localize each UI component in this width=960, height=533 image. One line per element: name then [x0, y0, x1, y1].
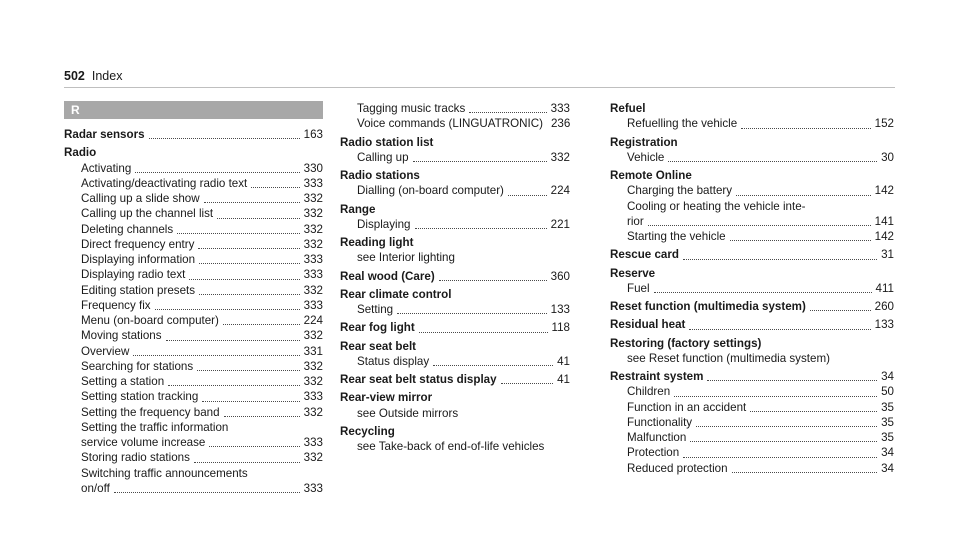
index-subentry-text: Dialling (on-board computer): [357, 184, 504, 198]
index-heading[interactable]: [340, 320, 570, 335]
index-heading: [340, 287, 570, 302]
index-subentry-text: Overview: [81, 344, 130, 358]
index-heading: [610, 101, 894, 116]
index-letter-heading: R: [64, 101, 323, 119]
page-ref[interactable]: 35: [881, 415, 894, 429]
index-heading: [340, 135, 570, 150]
dot-leader: [668, 151, 877, 162]
dot-leader: [690, 431, 877, 442]
index-heading[interactable]: [340, 372, 570, 387]
dot-leader: [177, 223, 299, 234]
index-subentry[interactable]: [64, 252, 323, 267]
index-subentry[interactable]: [610, 400, 894, 415]
dot-leader: [114, 482, 300, 493]
dot-leader: [199, 253, 300, 264]
index-column-1: [64, 101, 323, 499]
index-entry: [340, 202, 570, 233]
index-entry: [610, 247, 894, 262]
index-entry: [610, 101, 894, 132]
index-subentry: [64, 466, 323, 481]
index-heading-text: Rear-view mirror: [340, 391, 433, 405]
dot-leader: [469, 102, 546, 113]
index-subentry-text: Charging the battery: [627, 184, 733, 198]
index-subentry-text: Calling up: [357, 150, 409, 164]
dot-leader: [508, 185, 547, 196]
index-subentry[interactable]: [610, 214, 894, 229]
dot-leader: [155, 299, 300, 310]
index-subentry-text: on/off: [81, 481, 110, 495]
dot-leader: [224, 406, 300, 417]
header-rule: [64, 87, 895, 88]
index-subentry-text: Cooling or heating the vehicle inte-: [627, 199, 806, 213]
index-heading-text: Recycling: [340, 424, 395, 438]
page-ref[interactable]: 34: [881, 446, 894, 460]
page-ref[interactable]: 332: [303, 451, 323, 465]
dot-leader: [648, 215, 871, 226]
index-entry: [340, 372, 570, 387]
index-subentry-text: Calling up the channel list: [81, 207, 214, 221]
page-ref[interactable]: 333: [303, 176, 323, 190]
page-ref[interactable]: 35: [881, 431, 894, 444]
index-entry: [610, 317, 894, 332]
dot-leader: [194, 452, 300, 463]
index-subentry[interactable]: [610, 116, 894, 131]
page-ref[interactable]: 118: [551, 321, 570, 335]
index-heading[interactable]: [64, 127, 323, 142]
index-heading-text: Rear climate control: [340, 287, 452, 301]
index-subentry[interactable]: [610, 445, 894, 460]
index-subentry: [340, 250, 570, 265]
index-entry: [340, 424, 570, 455]
index-subentry[interactable]: [64, 389, 323, 404]
dot-leader: [707, 370, 877, 381]
index-subentry-text: Setting: [357, 303, 394, 316]
index-subentry-text: Vehicle: [627, 150, 665, 164]
page-ref[interactable]: 34: [881, 461, 894, 475]
index-subentry-text: Children: [627, 385, 671, 399]
index-heading-text: Restraint system: [610, 370, 704, 383]
index-subentry: [340, 406, 570, 421]
page-ref[interactable]: 360: [550, 269, 570, 283]
dot-leader: [683, 447, 877, 458]
dot-leader: [415, 218, 547, 229]
index-heading: [64, 145, 323, 160]
page-ref[interactable]: 333: [303, 268, 323, 282]
page-ref[interactable]: 332: [303, 237, 323, 251]
dot-leader: [810, 300, 871, 311]
page-ref[interactable]: 35: [881, 400, 894, 414]
index-column-3: [610, 101, 894, 479]
dot-leader: [654, 282, 872, 293]
page-ref[interactable]: 41: [557, 354, 570, 368]
index-subentry[interactable]: [340, 101, 570, 116]
index-subentry: [64, 420, 323, 435]
index-subentry[interactable]: [340, 302, 570, 317]
page-ref[interactable]: 30: [881, 150, 894, 164]
index-subentry[interactable]: [64, 283, 323, 298]
index-heading-text: Radio stations: [340, 169, 420, 182]
index-heading-text: Radio station list: [340, 135, 434, 149]
index-subentry-text: see Reset function (multimedia system): [627, 351, 830, 365]
page-ref[interactable]: 163: [303, 128, 323, 141]
index-subentry-text: Moving stations: [81, 329, 162, 343]
index-entry: [340, 101, 570, 132]
index-subentry[interactable]: [64, 435, 323, 450]
dot-leader: [696, 416, 877, 427]
index-heading[interactable]: [340, 269, 570, 284]
dot-leader: [209, 436, 299, 447]
dot-leader: [202, 391, 299, 402]
index-heading-text: Reading light: [340, 236, 414, 249]
index-entry: [340, 339, 570, 370]
index-subentry-text: Protection: [627, 446, 680, 460]
page-ref[interactable]: 141: [874, 214, 894, 228]
dot-leader: [683, 249, 877, 260]
index-heading-text: Reserve: [610, 266, 656, 280]
index-heading[interactable]: [610, 299, 894, 314]
index-subentry-text: Calling up a slide show: [81, 192, 200, 205]
index-subentry[interactable]: [64, 222, 323, 237]
index-subentry-text: Setting a station: [81, 375, 165, 388]
index-heading: [610, 266, 894, 281]
index-subentry-text: Deleting channels: [81, 222, 174, 236]
dot-leader: [689, 319, 870, 330]
index-heading: [340, 339, 570, 354]
index-entry: [340, 320, 570, 335]
index-heading-text: Rescue card: [610, 248, 679, 262]
index-entry: [610, 369, 894, 476]
index-subentry[interactable]: [64, 405, 323, 420]
index-subentry[interactable]: [610, 150, 894, 165]
index-subentry[interactable]: [64, 328, 323, 343]
dot-leader: [199, 284, 300, 295]
index-entry: [340, 390, 570, 421]
index-subentry-text: Frequency fix: [81, 298, 151, 312]
index-subentry-text: see Take-back of end-of-life vehicles: [357, 440, 545, 453]
dot-leader: [674, 386, 877, 397]
page-ref[interactable]: 332: [303, 207, 323, 221]
index-heading-text: Reset function (multimedia system): [610, 300, 806, 313]
page-ref[interactable]: 133: [874, 318, 894, 332]
index-heading-text: Restoring (factory settings): [610, 336, 762, 350]
dot-leader: [741, 118, 870, 129]
index-heading-text: Radio: [64, 146, 97, 160]
index-subentry-text: Refuelling the vehicle: [627, 117, 738, 131]
page-ref[interactable]: 332: [303, 192, 323, 205]
index-subentry[interactable]: [64, 206, 323, 221]
index-subentry-text: Setting the frequency band: [81, 405, 220, 419]
index-column-2: [340, 101, 570, 457]
index-subentry[interactable]: [610, 281, 894, 296]
index-subentry[interactable]: [64, 359, 323, 374]
page-ref[interactable]: 330: [303, 161, 323, 175]
index-heading: [340, 424, 570, 439]
page-section-title: Index: [91, 69, 123, 83]
index-subentry[interactable]: [64, 344, 323, 359]
index-subentry-text: Status display: [357, 354, 430, 368]
page-ref[interactable]: 142: [874, 184, 894, 198]
index-subentry-text: Displaying radio text: [81, 268, 186, 282]
index-heading-text: Range: [340, 202, 376, 216]
index-subentry[interactable]: [610, 430, 894, 445]
page-number: 502: [64, 69, 85, 83]
page-ref[interactable]: 333: [303, 481, 323, 495]
dot-leader: [133, 345, 299, 356]
index-subentry: [340, 439, 570, 454]
index-subentry-text: Reduced protection: [627, 461, 728, 475]
index-subentry-text: Displaying information: [81, 253, 196, 266]
index-subentry-text: Direct frequency entry: [81, 237, 195, 251]
index-heading: [610, 168, 894, 183]
index-subentry-text: Storing radio stations: [81, 451, 190, 465]
index-subentry-text: Malfunction: [627, 431, 687, 444]
page-ref[interactable]: 41: [557, 373, 570, 386]
index-heading[interactable]: [610, 369, 894, 384]
index-subentry[interactable]: [340, 354, 570, 369]
index-subentry-text: see Interior lighting: [357, 251, 455, 265]
index-subentry: [610, 351, 894, 366]
page-ref[interactable]: 333: [303, 298, 323, 312]
page-ref[interactable]: 333: [303, 253, 323, 266]
index-subentry[interactable]: [610, 461, 894, 476]
page-header: [64, 69, 122, 83]
index-entry: [610, 299, 894, 314]
index-subentry[interactable]: [64, 237, 323, 252]
index-subentry-text: Switching traffic announcements: [81, 466, 248, 480]
page-ref[interactable]: 224: [550, 184, 570, 198]
index-subentry[interactable]: [64, 481, 323, 496]
index-subentry-text: Fuel: [627, 281, 650, 295]
index-subentry-text: Setting station tracking: [81, 390, 199, 404]
index-subentry[interactable]: [340, 217, 570, 232]
index-heading: [340, 168, 570, 183]
page-ref[interactable]: 332: [303, 405, 323, 419]
dot-leader: [149, 128, 300, 139]
index-subentry[interactable]: [64, 374, 323, 389]
index-subentry[interactable]: [64, 313, 323, 328]
index-subentry-text: Menu (on-board computer): [81, 314, 219, 327]
index-subentry[interactable]: [64, 161, 323, 176]
index-entry: [64, 127, 323, 142]
page-ref[interactable]: 142: [874, 230, 894, 243]
index-heading: [340, 235, 570, 250]
dot-leader: [251, 177, 299, 188]
dot-leader: [433, 355, 553, 366]
index-entry: [64, 145, 323, 496]
page-ref[interactable]: 411: [875, 281, 894, 295]
index-subentry-text: service volume increase: [81, 436, 206, 449]
index-subentry-text: Editing station presets: [81, 283, 196, 297]
index-subentry-text: rior: [627, 214, 644, 228]
dot-leader: [397, 303, 547, 314]
dot-leader: [189, 269, 299, 280]
index-subentry[interactable]: [340, 116, 570, 131]
index-entry: [340, 269, 570, 284]
index-heading-text: Radar sensors: [64, 128, 145, 141]
dot-leader: [197, 360, 300, 371]
index-subentry[interactable]: [64, 191, 323, 206]
dot-leader: [439, 270, 547, 281]
dot-leader: [168, 375, 300, 386]
page-ref[interactable]: 332: [303, 375, 323, 388]
index-subentry[interactable]: [64, 298, 323, 313]
index-heading[interactable]: [610, 317, 894, 332]
index-heading-text: Rear fog light: [340, 321, 415, 335]
index-subentry[interactable]: [340, 150, 570, 165]
index-heading-text: Rear seat belt status display: [340, 373, 497, 386]
index-subentry-text: Function in an accident: [627, 400, 747, 414]
dot-leader: [730, 230, 871, 241]
index-heading[interactable]: [610, 247, 894, 262]
page-ref[interactable]: 333: [303, 390, 323, 404]
page-ref[interactable]: 133: [550, 303, 570, 316]
dot-leader: [166, 330, 300, 341]
index-heading-text: Remote Online: [610, 169, 692, 182]
index-subentry-text: Activating: [81, 161, 132, 175]
page-ref[interactable]: 236: [550, 117, 571, 131]
page-ref[interactable]: 221: [550, 217, 570, 231]
page-ref[interactable]: 333: [550, 102, 570, 115]
dot-leader: [217, 208, 300, 219]
index-subentry-text: Activating/deactivating radio text: [81, 176, 248, 190]
index-heading: [340, 202, 570, 217]
index-entry: [340, 135, 570, 166]
dot-leader: [736, 185, 871, 196]
dot-leader: [750, 401, 877, 412]
index-heading: [340, 390, 570, 405]
index-subentry[interactable]: [64, 450, 323, 465]
index-entry: [610, 135, 894, 166]
dot-leader: [419, 322, 548, 333]
index-subentry-text: Starting the vehicle: [627, 230, 726, 243]
index-entry: [610, 168, 894, 244]
page-ref[interactable]: 331: [303, 344, 323, 358]
index-subentry[interactable]: [610, 415, 894, 430]
dot-leader: [732, 462, 878, 473]
index-subentry[interactable]: [610, 183, 894, 198]
index-entry: [610, 266, 894, 297]
index-subentry-text: Searching for stations: [81, 359, 194, 373]
index-subentry-text: Setting the traffic information: [81, 420, 229, 434]
index-subentry[interactable]: [610, 229, 894, 244]
index-entry: [340, 287, 570, 318]
dot-leader: [501, 373, 554, 384]
index-entry: [610, 336, 894, 367]
index-subentry: [610, 199, 894, 214]
dot-leader: [135, 162, 299, 173]
page-ref[interactable]: 332: [550, 150, 570, 164]
page-ref[interactable]: 224: [303, 314, 323, 327]
page-ref[interactable]: 332: [303, 222, 323, 236]
dot-leader: [198, 238, 299, 249]
dot-leader: [413, 151, 547, 162]
index-heading: [610, 336, 894, 351]
index-subentry-text: Voice commands (LINGUATRONIC): [357, 117, 543, 131]
dot-leader: [204, 192, 300, 203]
index-subentry-text: Functionality: [627, 415, 693, 429]
page-ref[interactable]: 31: [881, 248, 894, 262]
index-heading-text: Rear seat belt: [340, 339, 417, 353]
index-subentry[interactable]: [340, 183, 570, 198]
index-subentry[interactable]: [610, 384, 894, 399]
page-ref[interactable]: 34: [881, 370, 894, 383]
page-ref[interactable]: 332: [303, 283, 323, 297]
dot-leader: [223, 314, 300, 325]
index-subentry-text: see Outside mirrors: [357, 406, 459, 420]
page-ref[interactable]: 152: [874, 117, 894, 131]
index-heading-text: Registration: [610, 135, 678, 149]
index-subentry[interactable]: [64, 267, 323, 282]
index-heading-text: Residual heat: [610, 318, 686, 332]
page-ref[interactable]: 50: [881, 385, 894, 399]
index-entry: [340, 168, 570, 199]
index-entry: [340, 235, 570, 266]
index-subentry-text: Displaying: [357, 217, 411, 231]
index-heading-text: Refuel: [610, 102, 646, 115]
page-ref[interactable]: 333: [303, 436, 323, 449]
index-heading: [610, 135, 894, 150]
page-ref[interactable]: 332: [303, 359, 323, 373]
index-subentry[interactable]: [64, 176, 323, 191]
page-ref[interactable]: 332: [303, 329, 323, 343]
index-heading-text: Real wood (Care): [340, 269, 435, 283]
index-subentry-text: Tagging music tracks: [357, 102, 466, 115]
page-ref[interactable]: 260: [874, 300, 894, 313]
